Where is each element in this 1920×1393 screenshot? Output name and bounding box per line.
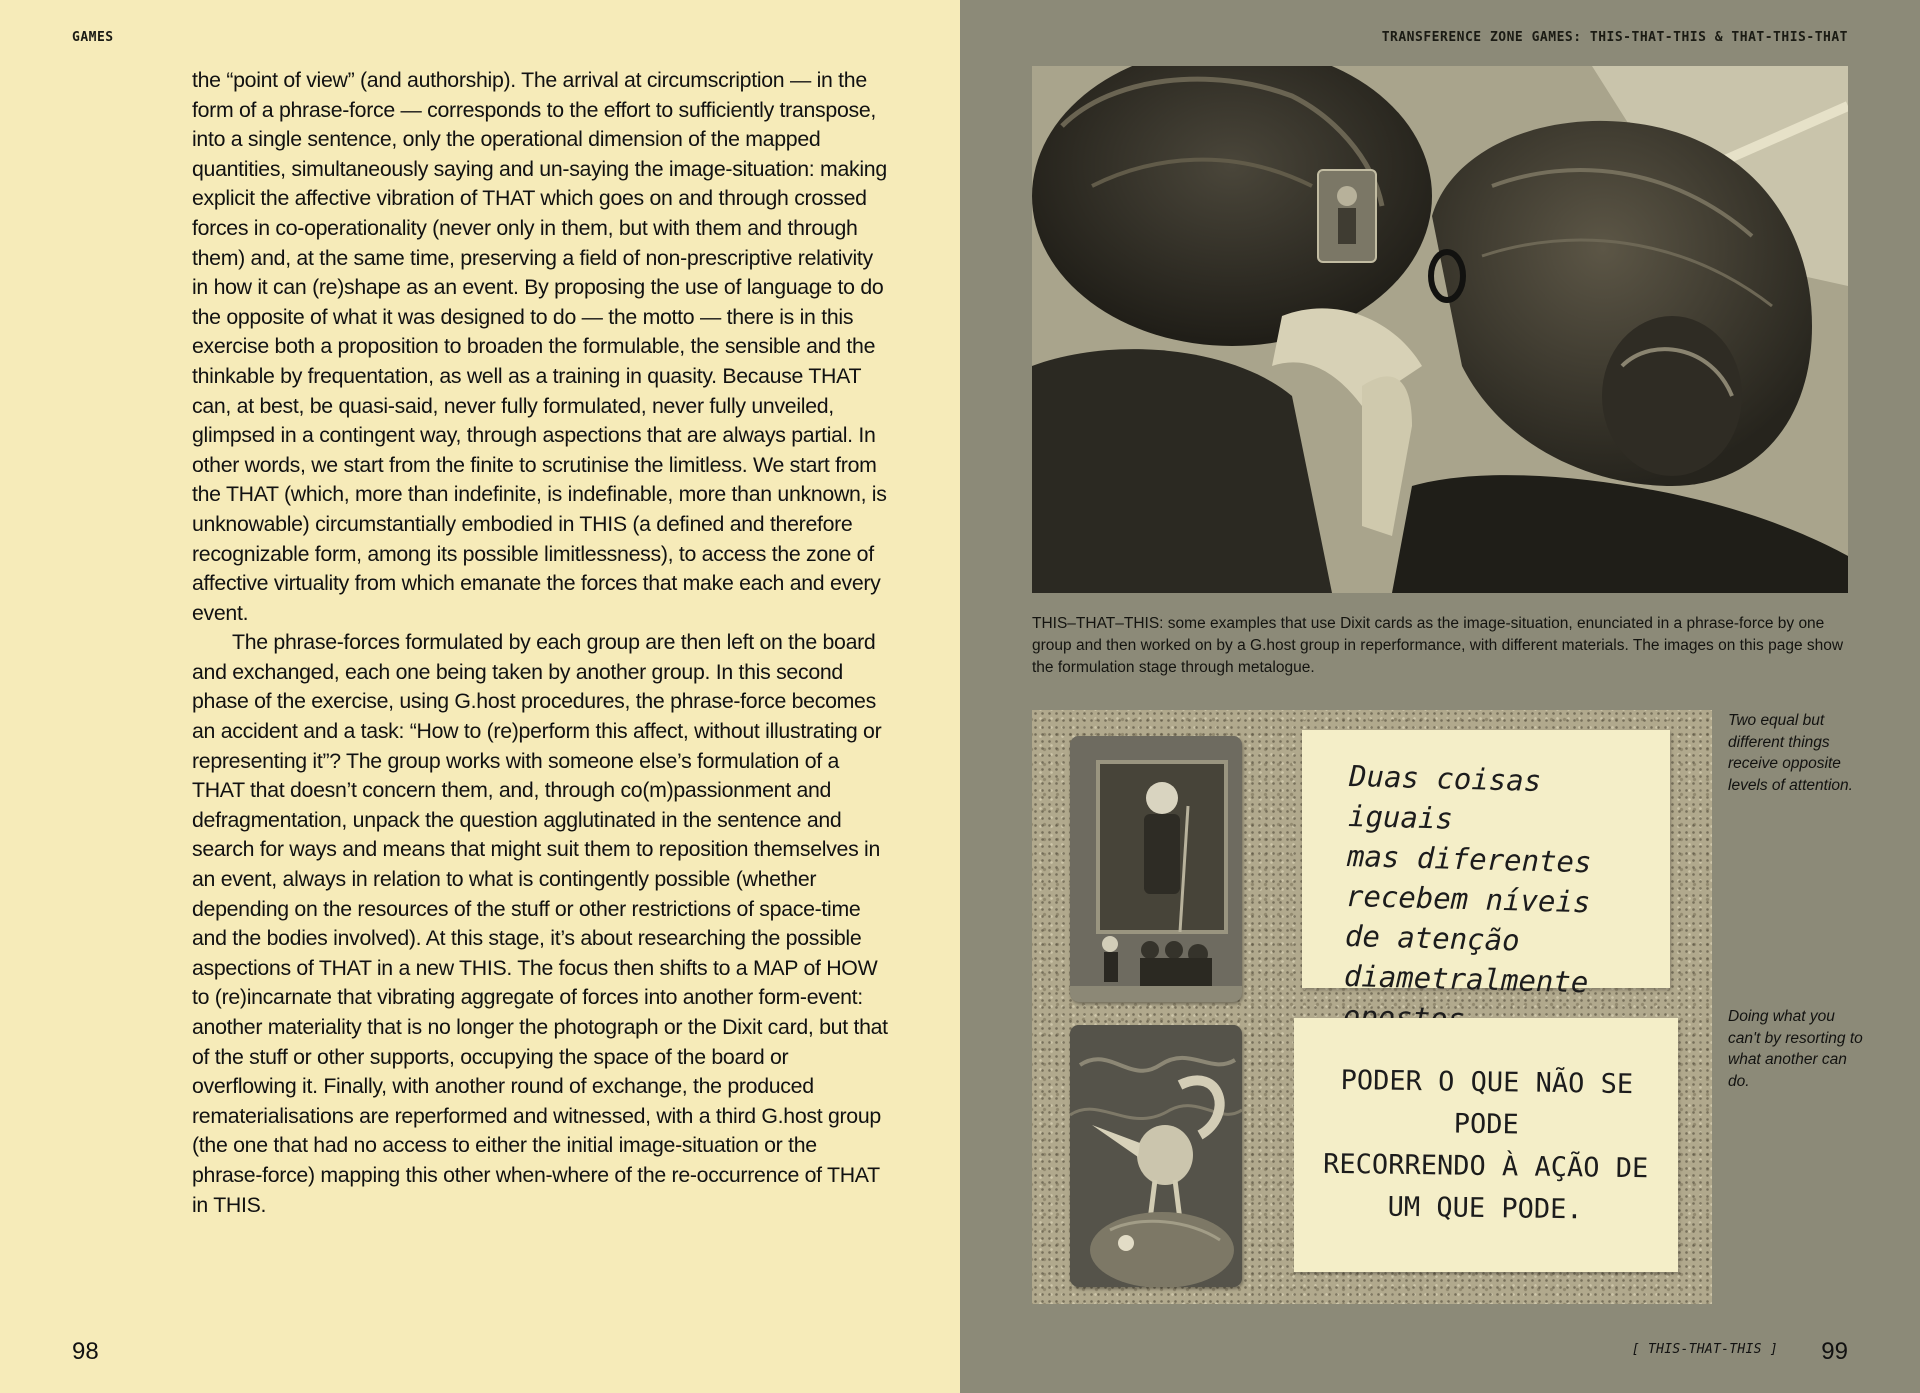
cork-board-photo — [1032, 710, 1712, 1304]
card-creature-illustration — [1070, 1025, 1242, 1287]
photo-illustration — [1032, 66, 1848, 593]
running-head-left: GAMES — [72, 30, 114, 45]
page-number-right: 99 — [1821, 1338, 1848, 1365]
body-text — [192, 66, 892, 1220]
handwritten-text-2: PODER O QUE NÃO SE PODE RECORRENDO À AÇÃO DE UM QUE PODE. — [1322, 1064, 1649, 1226]
right-page — [960, 0, 1920, 1393]
dixit-card-creature — [1070, 1025, 1242, 1287]
paragraph-2: The phrase-forces formulated by each group are then left on the board and exchanged, each one being taken by another group. In this second phase of the exercise, using G.host procedures, the phrase-force becomes an accident and a task: “How to (re)perform this affect, without illustrating or representing it”? The group works with someone else’s formulation of a THAT that doesn’t concern them, and, through co(m)passionment and defragmentation, unpack the question agglutinated in the sentence and search for ways and means that might suit them to reposition themselves in an event, always in relation to what is contingently possible (whether depending on the resources of the stuff or other restrictions of space-time and the bodies involved). At this stage, it’s about researching the possible aspections of THAT in a new THIS. The focus then shifts to a MAP of HOW to (re)incarnate that vibrating aggregate of forces into another form-event: another materiality that is no longer the photograph or the Dixit card, but that of the stuff or other supports, occupying the space of the board or overflowing it. Finally, with another round of exchange, the produced rematerialisations are reperformed and witnessed, with a third G.host group (the one that had no access to either the initial image-situation or the phrase-force) mapping this other when-where of the re-occurrence of THAT in THIS. — [192, 630, 888, 1217]
sticky-note-portuguese-1 — [1302, 730, 1670, 1000]
translation-note-2: Doing what you can't by resorting to what another can do. — [1728, 1008, 1863, 1090]
photo-caption: THIS–THAT–THIS: some examples that use Dixit cards as the image-situation, enunciated in a phrase-force by one group and then worked on by a G.host group in reperformance, with different materials. The images on this page show the formulation stage through metalogue. — [1032, 615, 1844, 676]
handwritten-text-1: Duas coisas iguais mas diferentes recebem níveis de atenção diametralmente — [1343, 758, 1592, 1000]
dixit-card-figure — [1070, 736, 1242, 1002]
card-figure-illustration — [1070, 736, 1242, 1002]
photo-two-people-viewing-card — [1032, 66, 1848, 593]
page-number-left: 98 — [72, 1338, 99, 1365]
section-tag: [ THIS-THAT-THIS ] — [1631, 1342, 1778, 1357]
translation-note-1: Two equal but different things receive opposite levels of attention. — [1728, 712, 1853, 794]
running-head-right: TRANSFERENCE ZONE GAMES: THIS-THAT-THIS & THAT-THIS-THAT — [1381, 30, 1848, 45]
sticky-note-portuguese-2 — [1294, 1018, 1678, 1272]
paragraph-1: the “point of view” (and authorship). The arrival at circumscription — in the form of a phrase-force — corresponds to the effort to sufficiently transpose, into a single sentence, only the operational dimension of the mapped quantities, simultaneously saying and un-saying the image-situation: making explicit the affective vibration of THAT which goes on and through crossed forces in co-operationality (never only in them, but with them and through them) and, at the same time, preserving a field of non-prescriptive relativity in how it can (re)shape as an event. By proposing the use of language to do the opposite of what it was designed to do — the motto — there is in this exercise both a proposition to broaden the formulable, the sensible and the thinkable by frequentation, as well as a training in quasity. Because THAT can, at best, be quasi-said, never fully formulated, never fully unveiled, glimpsed in a contingent way, through aspections that are always partial. In other words, we start from the finite to scrutinise the limitless. We start from the THAT (which, more than indefinite, is indefinable, more than unknown, is unknowable) circumstantially embodied in THIS (a defined and therefore recognizable form, among its possible limitlessness), to access the zone of affective virtuality from which emanate the forces that make each and every event. — [192, 68, 887, 625]
